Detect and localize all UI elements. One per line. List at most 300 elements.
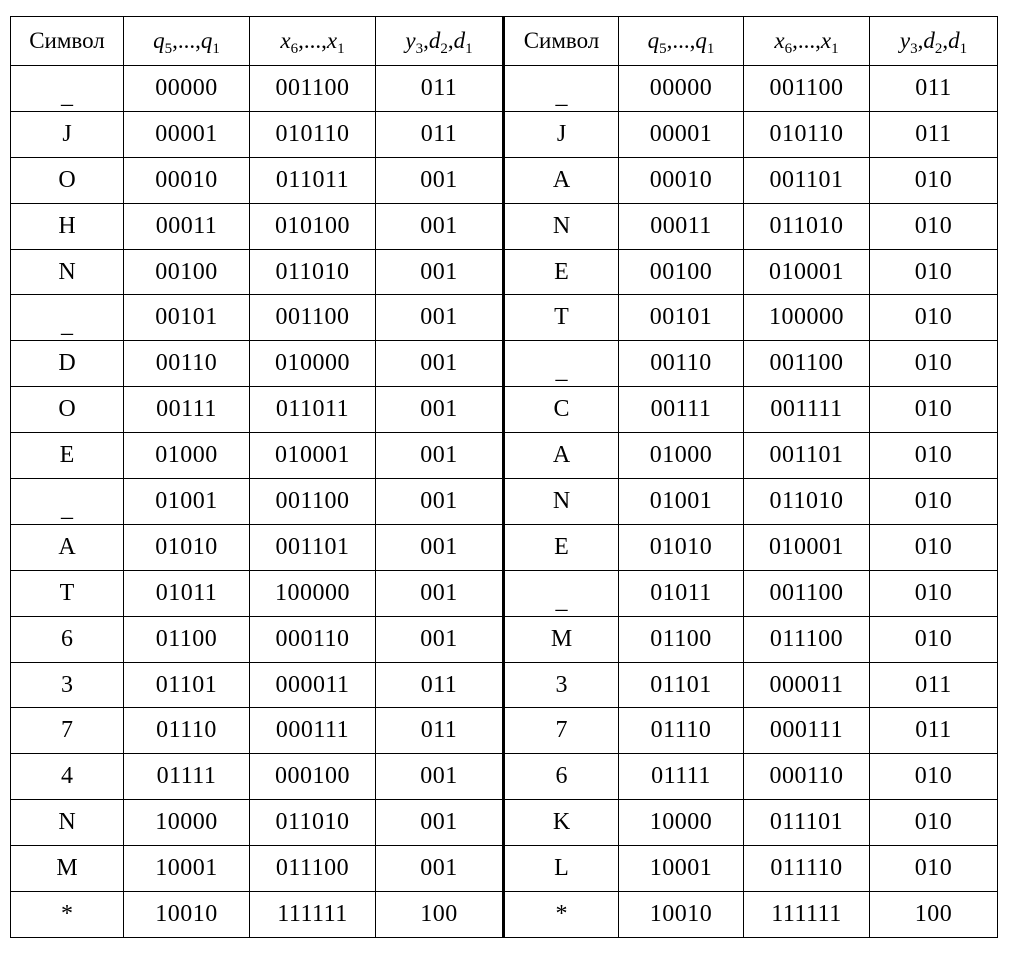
y-cell-right-text: 010 xyxy=(914,625,953,652)
symbol-cell-left xyxy=(11,892,124,938)
q-cell-right xyxy=(619,203,744,249)
q-cell-right xyxy=(619,524,744,570)
q-cell-left-text: 10000 xyxy=(155,809,218,836)
x-cell-right xyxy=(744,341,870,387)
symbol-cell-right xyxy=(504,570,619,616)
symbol-cell-left-text: N xyxy=(58,258,76,285)
x-cell-right-text: 000110 xyxy=(769,763,844,790)
symbol-cell-right xyxy=(504,479,619,525)
y-cell-right-text: 010 xyxy=(914,350,953,377)
x-cell-right-text: 011010 xyxy=(769,487,844,514)
symbol-cell-left xyxy=(11,616,124,662)
symbol-cell-right-text: 3 xyxy=(555,671,568,698)
x-cell-left xyxy=(250,111,376,157)
q-cell-left xyxy=(124,157,250,203)
q-cell-right-text: 01101 xyxy=(650,671,712,698)
q-cell-left-text: 01010 xyxy=(155,533,218,560)
q-cell-right-text: 01010 xyxy=(649,533,713,560)
q-cell-left-text: 01001 xyxy=(155,487,218,514)
y-cell-left-text: 001 xyxy=(420,533,458,560)
table-row xyxy=(11,295,998,341)
q-cell-right-text: 01001 xyxy=(649,487,713,514)
q-cell-right xyxy=(619,111,744,157)
q-cell-left-text: 10010 xyxy=(155,900,218,927)
y-cell-right xyxy=(870,111,998,157)
symbol-cell-left xyxy=(11,157,124,203)
symbol-cell-left-text: E xyxy=(59,442,75,469)
symbol-cell-right xyxy=(504,433,619,479)
q-cell-left xyxy=(124,892,250,938)
q-cell-left-text: 00001 xyxy=(155,120,218,147)
x-cell-right-text: 010110 xyxy=(769,120,844,147)
x-cell-right-text: 001101 xyxy=(769,166,844,193)
q-cell-right xyxy=(619,249,744,295)
y-cell-right xyxy=(870,387,998,433)
q-cell-right-text: 10000 xyxy=(649,809,713,836)
q-cell-right xyxy=(619,708,744,754)
x-cell-left-text: 000100 xyxy=(275,763,350,790)
q-cell-left-text: 00110 xyxy=(155,350,218,377)
table-row xyxy=(11,616,998,662)
q-cell-left xyxy=(124,524,250,570)
table-row xyxy=(11,66,998,112)
q-cell-left xyxy=(124,570,250,616)
symbol-cell-left-text: 3 xyxy=(61,671,73,698)
x-cell-right xyxy=(744,66,870,112)
table-row xyxy=(11,524,998,570)
symbol-cell-right xyxy=(504,66,619,112)
x-cell-left-text: 010001 xyxy=(275,442,350,469)
x-cell-left-text: 011100 xyxy=(275,855,350,882)
symbol-cell-left-text: D xyxy=(58,350,76,377)
x-cell-right-text: 010001 xyxy=(769,258,844,285)
table-row xyxy=(11,249,998,295)
y-cell-left-text: 011 xyxy=(420,717,458,744)
x-cell-left-text: 010000 xyxy=(275,350,350,377)
x-cell-right xyxy=(744,800,870,846)
x-cell-right-text: 111111 xyxy=(771,900,842,927)
x-cell-left xyxy=(250,846,376,892)
table-row xyxy=(11,387,998,433)
q-cell-left-text: 10001 xyxy=(155,855,218,882)
y-cell-left xyxy=(376,708,504,754)
x-cell-right xyxy=(744,570,870,616)
symbol-cell-right-text: _ xyxy=(555,587,568,614)
x-cell-left-text: 000111 xyxy=(275,717,350,744)
y-cell-left-text: 001 xyxy=(420,212,458,239)
y-cell-left xyxy=(376,892,504,938)
y-cell-left-text: 001 xyxy=(420,579,458,606)
y-cell-right xyxy=(870,524,998,570)
x-cell-right-text: 010001 xyxy=(769,533,844,560)
q-cell-right xyxy=(619,433,744,479)
x-cell-right-text: 001100 xyxy=(769,350,844,377)
table-row xyxy=(11,754,998,800)
table-row xyxy=(11,341,998,387)
table-body xyxy=(11,66,998,938)
symbol-cell-left-text: _ xyxy=(61,82,73,109)
x-cell-right xyxy=(744,157,870,203)
q-cell-left-text: 00011 xyxy=(155,212,218,239)
y-cell-right-text: 011 xyxy=(915,717,952,744)
table-row xyxy=(11,708,998,754)
q-cell-left xyxy=(124,433,250,479)
y-cell-left xyxy=(376,249,504,295)
symbol-cell-right-text: _ xyxy=(555,358,568,385)
x-cell-left xyxy=(250,157,376,203)
y-cell-right-text: 010 xyxy=(914,212,953,239)
x-cell-left-text: 111111 xyxy=(277,900,348,927)
x-cell-left-text: 001100 xyxy=(275,304,350,331)
q-cell-right-text: 10001 xyxy=(649,855,713,882)
q-cell-left xyxy=(124,249,250,295)
x-cell-left xyxy=(250,800,376,846)
q-cell-right xyxy=(619,754,744,800)
symbol-cell-left xyxy=(11,524,124,570)
q-cell-left xyxy=(124,800,250,846)
symbol-cell-right-text: T xyxy=(554,304,569,331)
symbol-cell-right-text: L xyxy=(554,855,569,882)
x-cell-right xyxy=(744,433,870,479)
y-cell-right xyxy=(870,616,998,662)
x-cell-right-text: 001101 xyxy=(769,442,844,469)
symbol-cell-right-text: N xyxy=(552,212,571,239)
x-cell-left xyxy=(250,341,376,387)
symbol-cell-left-text: O xyxy=(58,166,76,193)
y-cell-left xyxy=(376,616,504,662)
y-cell-right xyxy=(870,66,998,112)
y-cell-right-text: 010 xyxy=(914,442,953,469)
q-cell-left-text: 01111 xyxy=(156,763,217,790)
symbol-cell-right xyxy=(504,341,619,387)
symbol-cell-left xyxy=(11,479,124,525)
y-cell-right-text: 010 xyxy=(914,396,953,423)
y-cell-left-text: 001 xyxy=(420,625,458,652)
y-cell-left xyxy=(376,433,504,479)
y-cell-left xyxy=(376,66,504,112)
q-cell-left-text: 01101 xyxy=(155,671,218,698)
symbol-cell-left xyxy=(11,754,124,800)
x-cell-left-text: 001100 xyxy=(275,487,350,514)
x-cell-left-text: 011011 xyxy=(275,396,350,423)
y-cell-left xyxy=(376,754,504,800)
y-cell-left xyxy=(376,295,504,341)
symbol-cell-right xyxy=(504,616,619,662)
x-cell-left xyxy=(250,708,376,754)
q-cell-left xyxy=(124,387,250,433)
y-cell-right xyxy=(870,157,998,203)
x-cell-right xyxy=(744,524,870,570)
symbol-cell-left-text: _ xyxy=(61,495,73,522)
table-row xyxy=(11,662,998,708)
symbol-cell-right-text: E xyxy=(554,258,569,285)
symbol-cell-left xyxy=(11,249,124,295)
symbol-cell-right-text: _ xyxy=(555,82,568,109)
q-cell-left xyxy=(124,66,250,112)
x-cell-right xyxy=(744,892,870,938)
symbol-cell-right xyxy=(504,846,619,892)
y-cell-left-text: 001 xyxy=(420,809,458,836)
x-cell-left-text: 001101 xyxy=(275,533,350,560)
y-cell-right-text: 011 xyxy=(915,74,952,101)
x-cell-left xyxy=(250,479,376,525)
x-cell-right xyxy=(744,111,870,157)
q-cell-left-text: 01110 xyxy=(156,717,217,744)
x-cell-left xyxy=(250,524,376,570)
q-cell-right-text: 10010 xyxy=(649,900,713,927)
q-cell-left xyxy=(124,708,250,754)
symbol-cell-right-text: K xyxy=(552,809,571,836)
table-row xyxy=(11,479,998,525)
symbol-cell-right xyxy=(504,203,619,249)
y-cell-right xyxy=(870,341,998,387)
y-cell-left-text: 001 xyxy=(420,258,458,285)
y-cell-right-text: 010 xyxy=(914,579,953,606)
symbol-cell-left-text: 6 xyxy=(61,625,73,652)
y-cell-left-text: 100 xyxy=(420,900,458,927)
header-symbol-left: Символ xyxy=(11,17,124,66)
y-cell-right xyxy=(870,708,998,754)
x-cell-left xyxy=(250,203,376,249)
symbol-cell-right-text: 6 xyxy=(555,763,568,790)
symbol-cell-right-text: M xyxy=(550,625,573,652)
q-cell-left xyxy=(124,616,250,662)
table-row xyxy=(11,800,998,846)
x-cell-right xyxy=(744,295,870,341)
q-cell-left-text: 01100 xyxy=(155,625,218,652)
header-q-left: $q_5,...,q_1$ xyxy=(124,17,250,66)
y-cell-right-text: 010 xyxy=(914,487,953,514)
x-cell-right xyxy=(744,754,870,800)
x-cell-right xyxy=(744,662,870,708)
x-cell-right-text: 000111 xyxy=(769,717,844,744)
q-cell-left xyxy=(124,662,250,708)
x-cell-right-text: 001100 xyxy=(769,579,844,606)
symbol-cell-left-text: 7 xyxy=(61,717,73,744)
q-cell-right xyxy=(619,295,744,341)
symbol-cell-left xyxy=(11,203,124,249)
symbol-cell-left xyxy=(11,66,124,112)
q-cell-right-text: 00000 xyxy=(649,74,713,101)
x-cell-right xyxy=(744,846,870,892)
symbol-cell-left-text: 4 xyxy=(61,763,73,790)
y-cell-left-text: 001 xyxy=(420,166,458,193)
y-cell-left-text: 001 xyxy=(420,396,458,423)
q-cell-left xyxy=(124,111,250,157)
q-cell-left-text: 00111 xyxy=(156,396,217,423)
y-cell-left xyxy=(376,524,504,570)
y-cell-left xyxy=(376,203,504,249)
x-cell-left xyxy=(250,892,376,938)
q-cell-right xyxy=(619,157,744,203)
x-cell-left xyxy=(250,570,376,616)
symbol-cell-right-text: E xyxy=(554,533,569,560)
table-row xyxy=(11,846,998,892)
symbol-cell-right xyxy=(504,249,619,295)
symbol-cell-right-text: 7 xyxy=(555,717,568,744)
q-cell-right-text: 01111 xyxy=(651,763,711,790)
x-cell-right xyxy=(744,203,870,249)
symbol-cell-right-text: A xyxy=(552,442,571,469)
y-cell-left-text: 011 xyxy=(420,74,458,101)
y-cell-left-text: 001 xyxy=(420,487,458,514)
y-cell-left xyxy=(376,662,504,708)
q-cell-left-text: 00000 xyxy=(155,74,218,101)
symbol-cell-right xyxy=(504,800,619,846)
symbol-cell-right xyxy=(504,111,619,157)
q-cell-right-text: 00101 xyxy=(649,304,713,331)
q-cell-right xyxy=(619,800,744,846)
header-x-left: $x_6,...,x_1$ xyxy=(250,17,376,66)
q-cell-right-text: 00100 xyxy=(649,258,713,285)
header-q-right: $q_5,...,q_1$ xyxy=(619,17,744,66)
symbol-cell-left xyxy=(11,708,124,754)
symbol-cell-left xyxy=(11,111,124,157)
header-y-right: $y_3,d_2,d_1$ xyxy=(870,17,998,66)
x-cell-left xyxy=(250,66,376,112)
y-cell-left xyxy=(376,846,504,892)
x-cell-left-text: 011011 xyxy=(275,166,350,193)
q-cell-left xyxy=(124,295,250,341)
y-cell-left xyxy=(376,570,504,616)
symbol-cell-left xyxy=(11,570,124,616)
symbol-cell-right-text: N xyxy=(552,487,571,514)
q-cell-left-text: 01000 xyxy=(155,442,218,469)
header-x-right: $x_6,...,x_1$ xyxy=(744,17,870,66)
symbol-cell-left-text: * xyxy=(61,900,73,927)
y-cell-right xyxy=(870,479,998,525)
y-cell-right-text: 010 xyxy=(914,166,953,193)
x-cell-right-text: 001100 xyxy=(769,74,844,101)
symbol-cell-left xyxy=(11,846,124,892)
q-cell-right-text: 00001 xyxy=(649,120,713,147)
symbol-cell-right-text: J xyxy=(556,120,567,147)
symbol-cell-left-text: J xyxy=(62,120,72,147)
y-cell-right xyxy=(870,754,998,800)
table-row xyxy=(11,892,998,938)
symbol-cell-right xyxy=(504,387,619,433)
symbol-cell-left-text: N xyxy=(58,809,76,836)
x-cell-left-text: 010100 xyxy=(275,212,350,239)
x-cell-right-text: 100000 xyxy=(769,304,844,331)
q-cell-right-text: 01110 xyxy=(650,717,712,744)
x-cell-left-text: 001100 xyxy=(275,74,350,101)
q-cell-left-text: 00010 xyxy=(155,166,218,193)
q-cell-right xyxy=(619,892,744,938)
q-cell-left xyxy=(124,479,250,525)
y-cell-left xyxy=(376,479,504,525)
q-cell-right xyxy=(619,387,744,433)
x-cell-right-text: 011100 xyxy=(769,625,844,652)
symbol-cell-left xyxy=(11,433,124,479)
symbol-cell-right xyxy=(504,157,619,203)
q-cell-left xyxy=(124,341,250,387)
symbol-cell-left-text: T xyxy=(59,579,75,606)
x-cell-right-text: 000011 xyxy=(769,671,844,698)
y-cell-left-text: 001 xyxy=(420,442,458,469)
q-cell-right-text: 00011 xyxy=(650,212,712,239)
x-cell-right xyxy=(744,708,870,754)
symbol-cell-left-text: M xyxy=(56,855,78,882)
x-cell-left-text: 011010 xyxy=(275,809,350,836)
q-cell-right-text: 01011 xyxy=(650,579,712,606)
symbol-cell-right xyxy=(504,892,619,938)
y-cell-left xyxy=(376,111,504,157)
q-cell-right xyxy=(619,66,744,112)
symbol-cell-left xyxy=(11,295,124,341)
symbol-cell-left-text: A xyxy=(58,533,76,560)
q-cell-right-text: 00111 xyxy=(650,396,712,423)
y-cell-right-text: 010 xyxy=(914,855,953,882)
symbol-cell-right xyxy=(504,662,619,708)
symbol-cell-left-text: O xyxy=(58,396,76,423)
y-cell-right xyxy=(870,249,998,295)
q-cell-left-text: 00101 xyxy=(155,304,218,331)
x-cell-right xyxy=(744,249,870,295)
encoding-table xyxy=(10,16,998,938)
symbol-cell-right xyxy=(504,295,619,341)
symbol-cell-right-text: A xyxy=(552,166,571,193)
q-cell-left-text: 00100 xyxy=(155,258,218,285)
x-cell-left xyxy=(250,249,376,295)
y-cell-left-text: 011 xyxy=(420,671,458,698)
y-cell-left-text: 001 xyxy=(420,304,458,331)
symbol-cell-right xyxy=(504,708,619,754)
table-header-row xyxy=(11,17,998,66)
y-cell-right xyxy=(870,846,998,892)
q-cell-right xyxy=(619,662,744,708)
q-cell-left xyxy=(124,203,250,249)
q-cell-right xyxy=(619,341,744,387)
y-cell-left-text: 011 xyxy=(420,120,458,147)
table-row xyxy=(11,203,998,249)
table-row xyxy=(11,433,998,479)
symbol-cell-left xyxy=(11,800,124,846)
symbol-cell-left-text: H xyxy=(58,212,76,239)
y-cell-right-text: 011 xyxy=(915,671,952,698)
x-cell-left-text: 100000 xyxy=(275,579,350,606)
x-cell-right-text: 011101 xyxy=(769,809,844,836)
y-cell-right-text: 100 xyxy=(914,900,953,927)
y-cell-right xyxy=(870,570,998,616)
q-cell-left-text: 01011 xyxy=(155,579,218,606)
header-y-left: $y_3,d_2,d_1$ xyxy=(376,17,504,66)
symbol-cell-right xyxy=(504,754,619,800)
x-cell-right-text: 011010 xyxy=(769,212,844,239)
q-cell-right xyxy=(619,616,744,662)
x-cell-left xyxy=(250,387,376,433)
x-cell-left xyxy=(250,754,376,800)
x-cell-left-text: 000011 xyxy=(275,671,350,698)
q-cell-right xyxy=(619,846,744,892)
x-cell-left xyxy=(250,433,376,479)
table-row xyxy=(11,157,998,203)
encoding-table-container xyxy=(10,16,998,938)
symbol-cell-right xyxy=(504,524,619,570)
table-row xyxy=(11,570,998,616)
y-cell-left xyxy=(376,157,504,203)
symbol-cell-right-text: * xyxy=(555,900,568,927)
y-cell-right-text: 011 xyxy=(915,120,952,147)
x-cell-right xyxy=(744,479,870,525)
symbol-cell-right-text: C xyxy=(553,396,570,423)
y-cell-left-text: 001 xyxy=(420,855,458,882)
y-cell-left xyxy=(376,387,504,433)
y-cell-right xyxy=(870,203,998,249)
x-cell-left xyxy=(250,295,376,341)
x-cell-left xyxy=(250,662,376,708)
y-cell-right-text: 010 xyxy=(914,533,953,560)
